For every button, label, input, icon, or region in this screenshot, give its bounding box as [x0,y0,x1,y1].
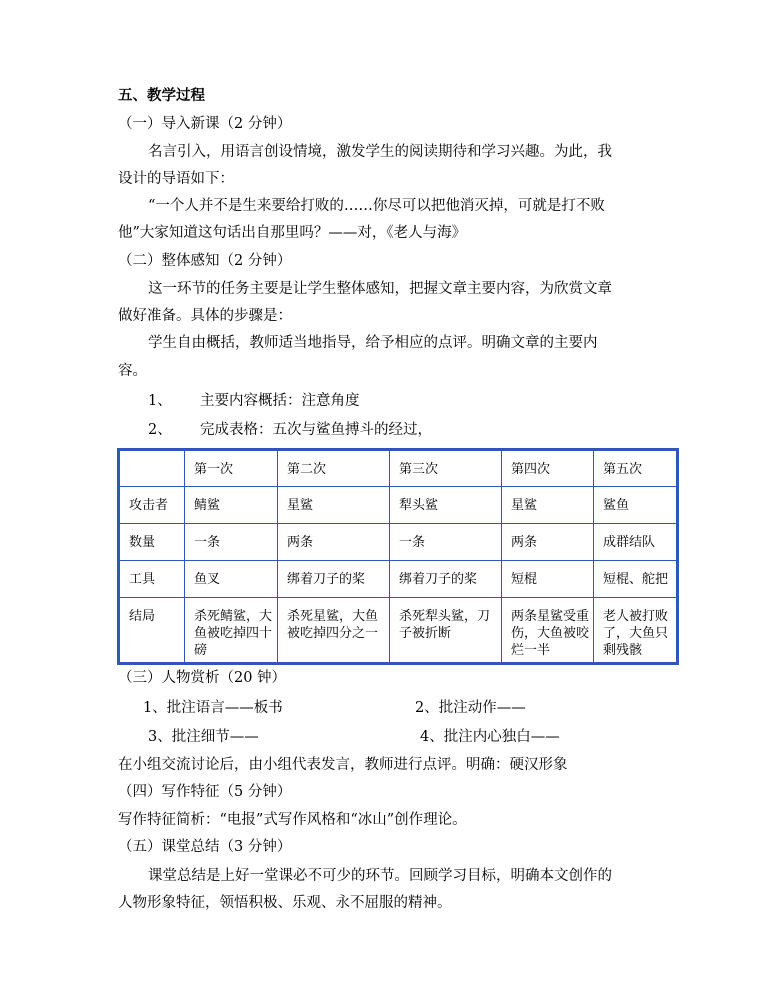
paragraph-line: 设计的导语如下： [118,171,234,187]
section-2-title: （二）整体感知（2 分钟） [118,253,292,269]
table-header-cell: 第三次 [390,450,502,487]
table-row [119,598,678,664]
table-cell: 数量 [119,524,185,561]
table-cell: 两条 [502,524,594,561]
table-cell: 工具 [119,561,185,598]
table-cell: 一条 [390,524,502,561]
table-cell: 杀死鲭鲨，大鱼被吃掉四十磅 [185,598,278,664]
section-heading: 五、教学过程 [118,87,205,104]
table-cell: 一条 [185,524,278,561]
shark-fight-table [117,448,679,665]
paragraph-line: 人物形象特征，领悟积极、乐观、永不屈服的精神。 [118,895,452,911]
section-4-title: （四）写作特征（5 分钟） [118,784,292,800]
paragraph-line: 做好准备。具体的步骤是： [118,308,292,324]
paragraph-line: 课堂总结是上好一堂课必不可少的环节。回顾学习目标，明确本文创作的 [148,868,612,884]
table-cell: 短棍、舵把 [594,561,678,598]
section-1-title: （一）导入新课（2 分钟） [118,116,292,132]
table-cell: 鲭鲨 [185,487,278,524]
table-header-row [119,450,678,487]
table-cell: 鱼叉 [185,561,278,598]
table-header-cell: 第一次 [185,450,278,487]
list-item-text: 完成表格：五次与鲨鱼搏斗的经过， [200,422,432,438]
section-3-title: （三）人物赏析（20 钟） [118,670,287,686]
paragraph-line: 这一环节的任务主要是让学生整体感知，把握文章主要内容，为欣赏文章 [148,281,612,297]
paragraph-line: 名言引入，用语言创设情境，激发学生的阅读期待和学习兴趣。为此，我 [148,144,612,160]
table-row [119,487,678,524]
section-5-title: （五）课堂总结（3 分钟） [118,839,292,855]
table-row [119,561,678,598]
table-cell: 两条 [278,524,390,561]
table-cell: 短棍 [502,561,594,598]
annotation-item: 4、批注内心独白—— [420,729,560,745]
table-cell: 星鲨 [278,487,390,524]
paragraph-line: 他”大家知道这句话出自那里吗？——对，《老人与海》 [118,225,467,241]
table-cell: 绑着刀子的桨 [390,561,502,598]
table-cell: 结局 [119,598,185,664]
table-header-cell: 第四次 [502,450,594,487]
table-cell: 两条星鲨受重伤，大鱼被咬烂一半 [502,598,594,664]
table-header-cell [119,450,185,487]
annotation-item: 1、批注语言——板书 [143,700,283,716]
table-cell: 成群结队 [594,524,678,561]
table-cell: 犁头鲨 [390,487,502,524]
table-cell: 杀死星鲨，大鱼被吃掉四分之一 [278,598,390,664]
paragraph-line: “一个人并不是生来要给打败的……你尽可以把他消灭掉，可就是打不败 [148,198,605,214]
table-cell: 星鲨 [502,487,594,524]
annotation-item: 3、批注细节—— [148,729,259,745]
list-item-number: 1、 [148,393,172,409]
table-cell: 老人被打败了，大鱼只剩残骸 [594,598,678,664]
table-cell: 杀死犁头鲨，刀子被折断 [390,598,502,664]
table-cell: 鲨鱼 [594,487,678,524]
table-cell: 攻击者 [119,487,185,524]
list-item-number: 2、 [148,422,172,438]
paragraph-line: 学生自由概括，教师适当地指导，给予相应的点评。明确文章的主要内 [148,335,598,351]
paragraph-line: 在小组交流讨论后，由小组代表发言，教师进行点评。明确：硬汉形象 [118,757,568,773]
annotation-item: 2、批注动作—— [415,700,526,716]
table-cell: 绑着刀子的桨 [278,561,390,598]
paragraph-line: 写作特征简析：“电报”式写作风格和“冰山”创作理论。 [118,812,467,828]
paragraph-line: 容。 [118,363,147,379]
table-header-cell: 第二次 [278,450,390,487]
list-item-text: 主要内容概括：注意角度 [200,393,360,409]
table-row [119,524,678,561]
table-header-cell: 第五次 [594,450,678,487]
